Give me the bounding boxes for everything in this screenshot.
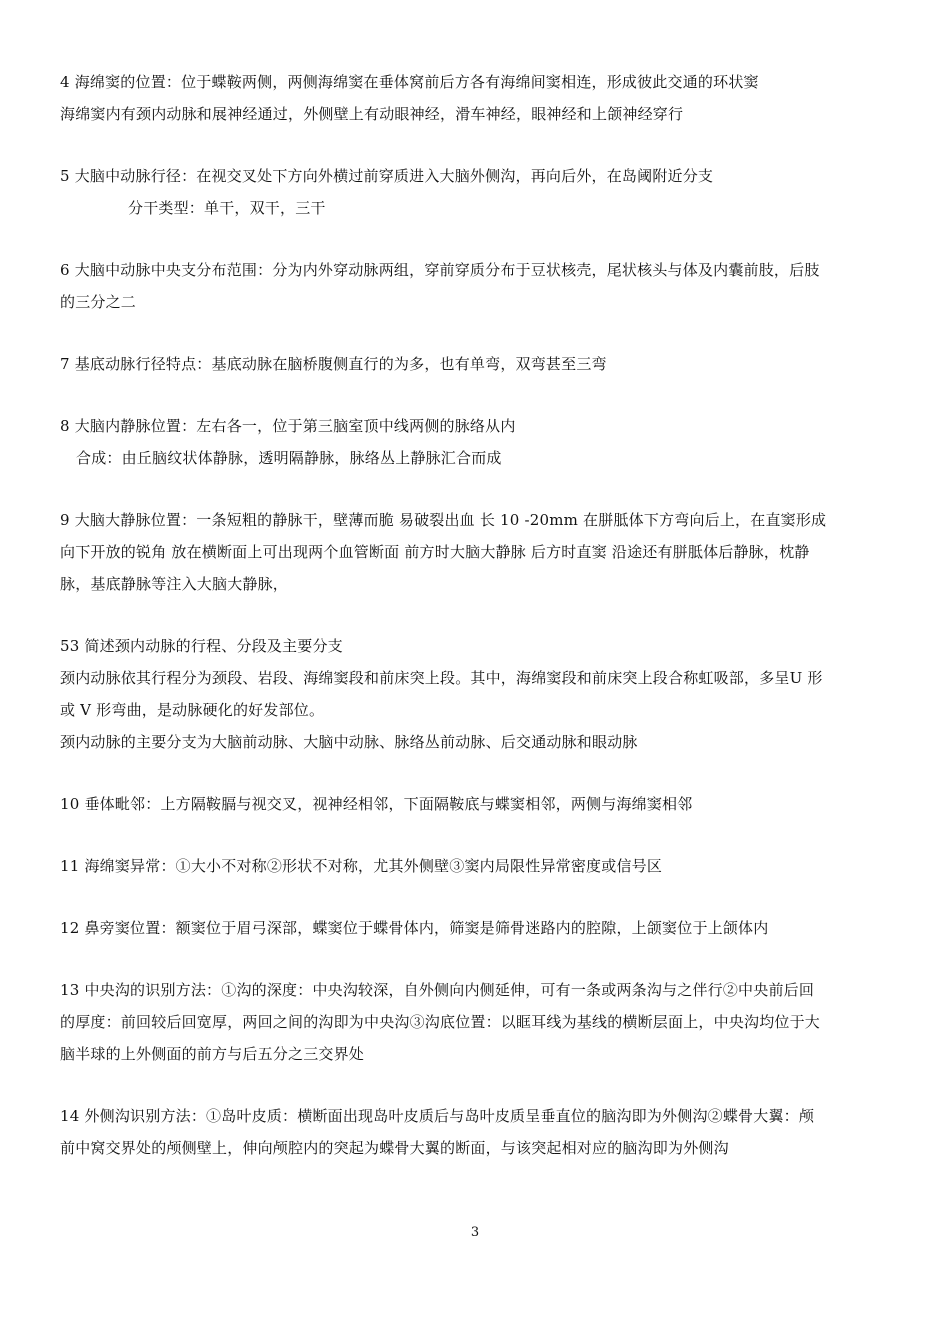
text-line: 颈内动脉依其行程分为颈段、岩段、海绵窦段和前床突上段。其中，海绵窦段和前床突上段合称虹吸部，多呈U 形 (60, 669, 823, 687)
text-line: 53 简述颈内动脉的行程、分段及主要分支 (60, 637, 343, 655)
text-line: 8 大脑内静脉位置：左右各一，位于第三脑室顶中线两侧的脉络从内 (60, 417, 516, 435)
section-central-branches-distribution (60, 254, 900, 318)
text-line: 5 大脑中动脉行径：在视交叉处下方向外横过前穿质进入大脑外侧沟，再向后外，在岛阈附近分支 (60, 167, 714, 185)
section-cavernous-sinus-position (60, 66, 900, 130)
text-line: 12 鼻旁窦位置：额窦位于眉弓深部，蝶窦位于蝶骨体内，筛窦是筛骨迷路内的腔隙，上颌窦位于上颌体内 (60, 919, 769, 937)
text-line: 13 中央沟的识别方法：①沟的深度：中央沟较深，自外侧向内侧延伸，可有一条或两条沟与之伴行②中央前后回 (60, 981, 815, 999)
text-line: 7 基底动脉行径特点：基底动脉在脑桥腹侧直行的为多，也有单弯，双弯甚至三弯 (60, 355, 607, 373)
section-lateral-sulcus-identification (60, 1100, 900, 1164)
text-line: 向下开放的锐角 放在横断面上可出现两个血管断面 前方时大脑大静脉 后方时直窦 沿途还有胼胝体后静脉，枕静 (60, 543, 810, 561)
text-line: 或 V 形弯曲，是动脉硬化的好发部位。 (60, 701, 325, 719)
text-line: 6 大脑中动脉中央支分布范围：分为内外穿动脉两组，穿前穿质分布于豆状核壳，尾状核头与体及内囊前肢，后肢 (60, 261, 820, 279)
section-paranasal-sinus-position (60, 912, 900, 944)
text-line: 10 垂体毗邻：上方隔鞍膈与视交叉，视神经相邻，下面隔鞍底与蝶窦相邻，两侧与海绵窦相邻 (60, 795, 693, 813)
text-line: 9 大脑大静脉位置：一条短粗的静脉干，壁薄而脆 易破裂出血 长 10 -20mm 在胼胝体下方弯向后上，在直窦形成 (60, 511, 827, 529)
text-line: 颈内动脉的主要分支为大脑前动脉、大脑中动脉、脉络丛前动脉、后交通动脉和眼动脉 (60, 733, 638, 751)
section-cavernous-sinus-abnormality (60, 850, 900, 882)
section-pituitary-adjacency (60, 788, 900, 820)
text-line: 海绵窦内有颈内动脉和展神经通过，外侧壁上有动眼神经，滑车神经，眼神经和上颌神经穿行 (60, 105, 684, 123)
text-line: 4 海绵窦的位置：位于蝶鞍两侧，两侧海绵窦在垂体窝前后方各有海绵间窦相连，形成彼此交通的环状窦 (60, 73, 759, 91)
text-line: 分干类型：单干，双干，三干 (128, 199, 326, 217)
text-line: 11 海绵窦异常：①大小不对称②形状不对称，尤其外侧壁③窦内局限性异常密度或信号区 (60, 857, 663, 875)
section-middle-cerebral-artery-course (60, 160, 900, 224)
page-number: 3 (470, 1225, 480, 1240)
text-line: 脑半球的上外侧面的前方与后五分之三交界处 (60, 1045, 365, 1063)
text-line: 合成：由丘脑纹状体静脉，透明隔静脉，脉络丛上静脉汇合而成 (76, 449, 502, 467)
text-line: 前中窝交界处的颅侧壁上，伸向颅腔内的突起为蝶骨大翼的断面，与该突起相对应的脑沟即为外侧沟 (60, 1139, 729, 1157)
text-line: 脉，基底静脉等注入大脑大静脉， (60, 575, 289, 593)
text-line: 14 外侧沟识别方法：①岛叶皮质：横断面出现岛叶皮质后与岛叶皮质呈垂直位的脑沟即为外侧沟②蝶骨大翼：颅 (60, 1107, 815, 1125)
document-page (60, 66, 900, 1194)
text-line: 的三分之二 (60, 293, 137, 311)
section-great-cerebral-vein (60, 504, 900, 600)
section-internal-carotid-artery (60, 630, 900, 758)
section-internal-cerebral-vein (60, 410, 900, 474)
text-line: 的厚度：前回较后回宽厚，两回之间的沟即为中央沟③沟底位置：以眶耳线为基线的横断层面上，中央沟均位于大 (60, 1013, 821, 1031)
section-basilar-artery-course (60, 348, 900, 380)
section-central-sulcus-identification (60, 974, 900, 1070)
